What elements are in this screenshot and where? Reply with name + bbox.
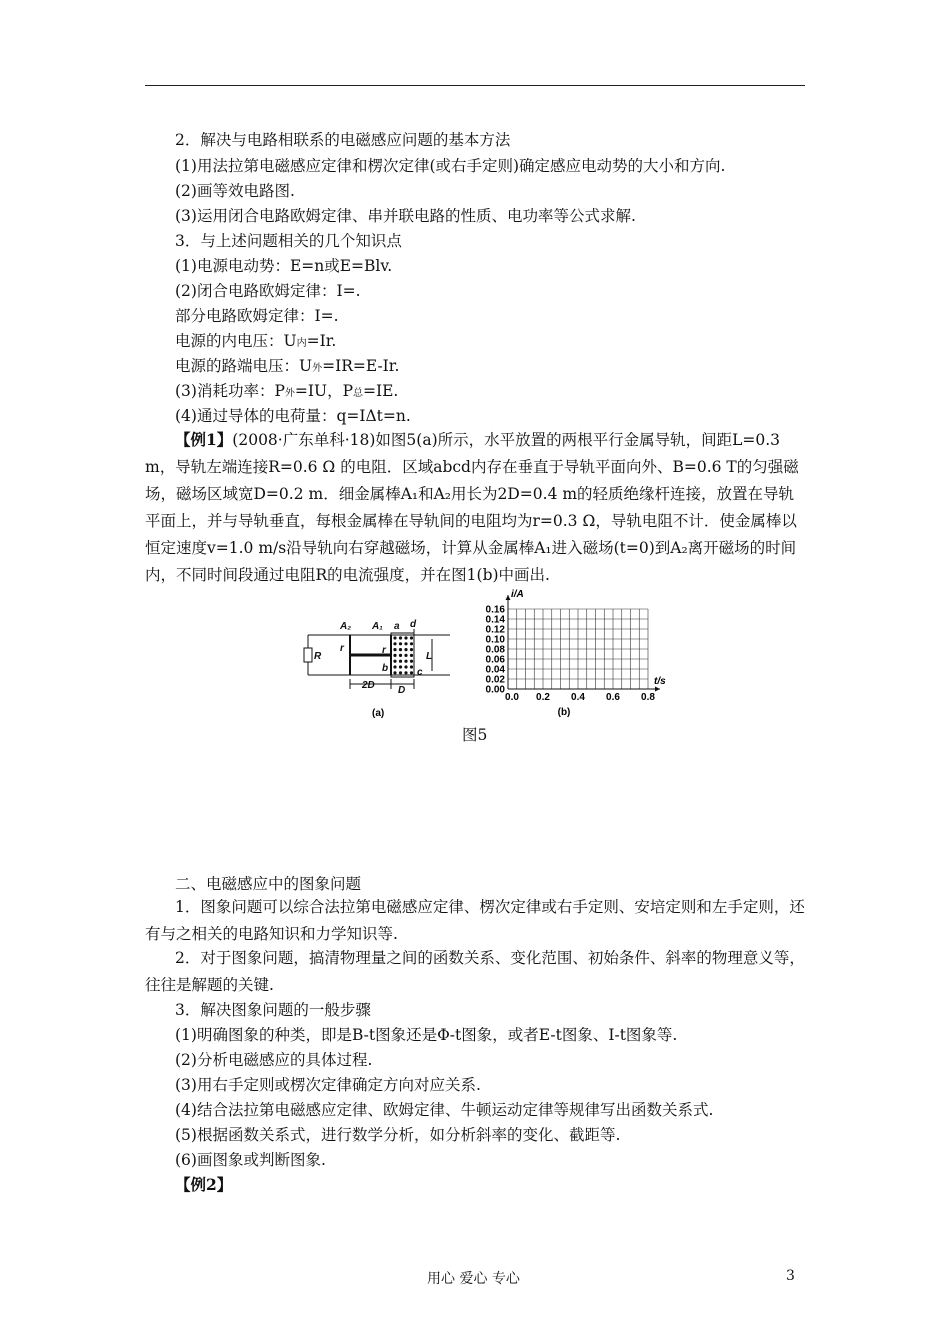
field-dot <box>404 648 407 651</box>
field-dot <box>410 671 413 674</box>
method-title: 2．解决与电路相联系的电磁感应问题的基本方法 <box>175 131 511 149</box>
label-r-left: r <box>340 643 344 654</box>
field-dot <box>393 660 396 663</box>
knowledge-partial-ohm: 部分电路欧姆定律：I=. <box>175 307 339 325</box>
section2-paragraph-1: 1．图象问题可以综合法拉第电磁感应定律、楞次定律或右手定则、安培定则和左手定则，还有与之相关的电路知识和力学知识等. <box>145 898 805 943</box>
y-tick-label: 0.04 <box>485 664 505 676</box>
field-dot <box>410 636 413 639</box>
field-dot <box>393 671 396 674</box>
section2-step-5: (5)根据函数关系式，进行数学分析，如分析斜率的变化、截距等. <box>175 1126 621 1144</box>
y-tick-label: 0.08 <box>485 644 505 656</box>
section2-step-4: (4)结合法拉第电磁感应定律、欧姆定律、牛顿运动定律等规律写出函数关系式. <box>175 1101 714 1119</box>
field-dot <box>393 665 396 668</box>
section2-steps-title: 3．解决图象问题的一般步骤 <box>175 1001 371 1019</box>
label-A1: A₁ <box>372 621 383 632</box>
field-dot <box>404 671 407 674</box>
y-tick-label: 0.12 <box>485 624 505 636</box>
y-axis-label: i/A <box>511 589 524 600</box>
label-b: b <box>382 663 389 674</box>
label-L: L <box>426 651 433 662</box>
x-tick-label: 0.6 <box>606 692 620 703</box>
y-axis-arrow <box>506 595 511 600</box>
knowledge-title: 3．与上述问题相关的几个知识点 <box>175 232 402 250</box>
field-dot <box>399 642 402 645</box>
knowledge-closed-ohm: (2)闭合电路欧姆定律：I=. <box>175 282 361 300</box>
field-dot <box>393 654 396 657</box>
method-step-1: (1)用法拉第电磁感应定律和楞次定律(或右手定则)确定感应电动势的大小和方向. <box>175 157 726 175</box>
section2-step-6: (6)画图象或判断图象. <box>175 1151 326 1169</box>
section2-title: 二、电磁感应中的图象问题 <box>175 875 362 893</box>
field-dot <box>393 648 396 651</box>
x-axis-label: t/s <box>654 676 666 687</box>
field-dot <box>393 642 396 645</box>
label-R: R <box>314 651 322 662</box>
field-dot <box>404 665 407 668</box>
figure-caption: 图5 <box>462 726 488 744</box>
footer-slogan: 用心 爱心 专心 <box>427 1271 520 1287</box>
figure-a-caption: (a) <box>372 708 385 719</box>
x-tick-label: 0.2 <box>536 692 550 703</box>
figure-b-caption: (b) <box>557 707 571 718</box>
label-2D: 2D <box>362 680 375 691</box>
y-tick-label: 0.02 <box>485 674 505 686</box>
page-number: 3 <box>786 1268 795 1284</box>
label-c: c <box>417 667 423 678</box>
y-tick-label: 0.06 <box>485 654 505 666</box>
field-dot <box>399 648 402 651</box>
knowledge-charge: (4)通过导体的电荷量：q=IΔt=n. <box>175 407 411 425</box>
y-tick-label: 0.00 <box>485 684 505 696</box>
field-dot <box>410 642 413 645</box>
knowledge-power: (3)消耗功率：P外=IU，P总=IE. <box>175 382 399 400</box>
field-dot <box>399 665 402 668</box>
field-dot <box>410 660 413 663</box>
example-1-text: (2008·广东单科·18)如图5(a)所示，水平放置的两根平行金属导轨，间距L=0.3 m，导轨左端连接R=0.6 Ω 的电阻．区域abcd内存在垂直于导轨平面向外、B=0.6 T的匀强磁场，磁场区域宽D=0.2 m．细金属棒A₁和A₂用长为2D=0.4 m的轻质绝缘杆连接，放置在导轨平面上，并与导轨垂直，每根金属棒在导轨间的电阻均为r=0.3 Ω，导轨电阻不计．使金属棒以恒定速度v=1.0 m/s沿导轨向右穿越磁场，计算从金属棒A₁进入磁场(t=0)到A₂离开磁场的时间内，不同时间段通过电阻R的电流强度，并在图1(b)中画出. <box>145 431 799 584</box>
x-tick-label: 0.4 <box>571 692 585 703</box>
y-tick-label: 0.14 <box>485 614 505 626</box>
method-step-3: (3)运用闭合电路欧姆定律、串并联电路的性质、电功率等公式求解. <box>175 207 636 225</box>
field-dot <box>410 665 413 668</box>
field-dot <box>393 636 396 639</box>
field-dot <box>404 636 407 639</box>
section2-step-2: (2)分析电磁感应的具体过程. <box>175 1051 373 1069</box>
section2-paragraph-2: 2．对于图象问题，搞清物理量之间的函数关系、变化范围、初始条件、斜率的物理意义等，往往是解题的关键. <box>145 949 805 994</box>
field-dot <box>399 660 402 663</box>
magnetic-field-dots <box>393 636 413 674</box>
y-tick-label: 0.10 <box>485 634 505 646</box>
field-dot <box>410 648 413 651</box>
field-dot <box>399 654 402 657</box>
y-tick-label: 0.16 <box>485 604 505 616</box>
label-A2: A₂ <box>340 621 352 632</box>
label-d: d <box>410 619 417 630</box>
label-r-right: r <box>382 645 386 656</box>
x-tick-label: 0.8 <box>641 692 655 703</box>
field-dot <box>404 654 407 657</box>
field-dot <box>404 660 407 663</box>
knowledge-terminal-voltage: 电源的路端电压：U外=IR=E-Ir. <box>175 357 400 375</box>
knowledge-internal-voltage: 电源的内电压：U内=Ir. <box>175 332 337 350</box>
field-dot <box>404 642 407 645</box>
knowledge-emf: (1)电源电动势：E=n或E=Blv. <box>175 257 393 275</box>
method-step-2: (2)画等效电路图. <box>175 182 295 200</box>
example-2-label: 【例2】 <box>175 1175 233 1194</box>
example-1 <box>145 426 805 589</box>
current-time-chart <box>470 575 680 725</box>
example-1-label: 【例1】 <box>175 430 233 449</box>
section2-step-3: (3)用右手定则或楞次定律确定方向对应关系. <box>175 1076 481 1094</box>
x-axis-arrow <box>655 687 660 692</box>
label-a: a <box>394 621 400 632</box>
section2-step-1: (1)明确图象的种类，即是B-t图象还是Φ-t图象，或者E-t图象、I-t图象等. <box>175 1026 678 1044</box>
label-D: D <box>398 685 406 696</box>
header-rule <box>145 85 805 86</box>
field-dot <box>410 654 413 657</box>
x-tick-label: 0.0 <box>505 692 519 703</box>
field-dot <box>399 671 402 674</box>
circuit-diagram <box>300 615 460 725</box>
field-dot <box>399 636 402 639</box>
